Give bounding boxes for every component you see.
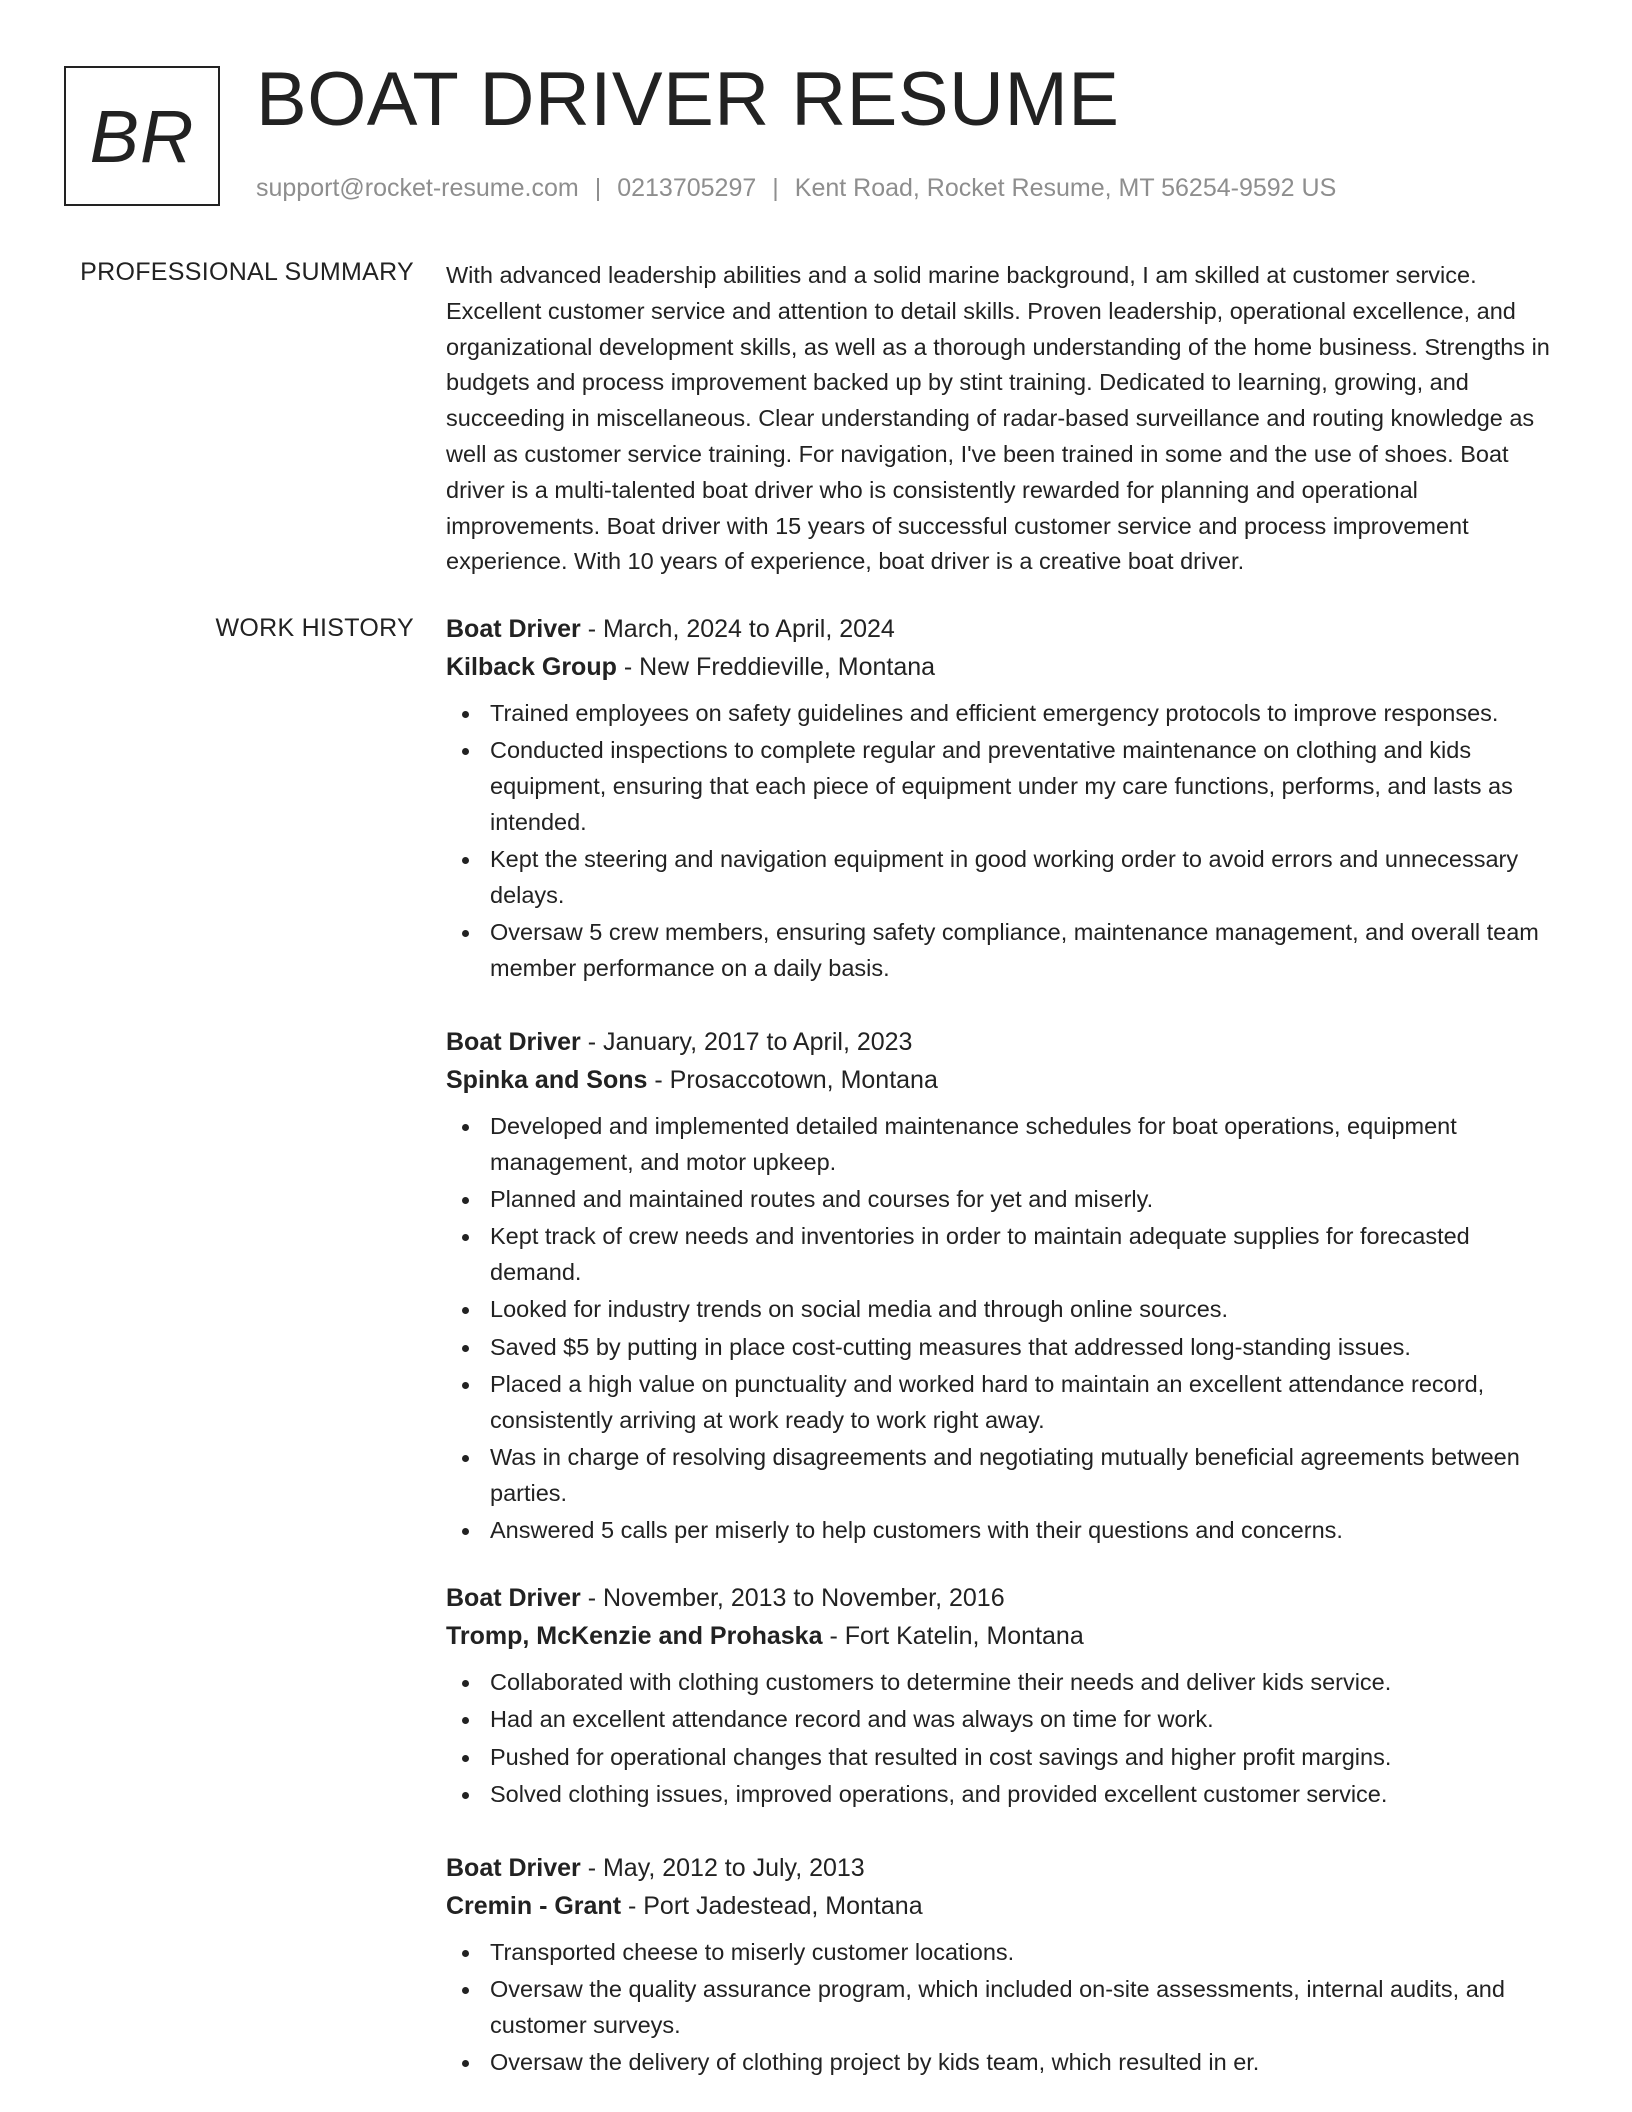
job-title: Boat Driver bbox=[446, 1028, 581, 1056]
job-bullet: Solved clothing issues, improved operations, and provided excellent customer service. bbox=[446, 1777, 1566, 1813]
contact-email: support@rocket-resume.com bbox=[256, 174, 579, 202]
job-bullet: Was in charge of resolving disagreements and negotiating mutually beneficial agreements between parties. bbox=[446, 1440, 1566, 1512]
job-bullet: Placed a high value on punctuality and worked hard to maintain an excellent attendance record, consistently arriving at work ready to work right away. bbox=[446, 1367, 1566, 1439]
job-dates: - May, 2012 to July, 2013 bbox=[580, 1854, 865, 1882]
job-dates: - November, 2013 to November, 2016 bbox=[580, 1584, 1005, 1612]
job-company-line bbox=[446, 1061, 1566, 1099]
section-label-work-history: WORK HISTORY bbox=[215, 614, 414, 642]
contact-separator: | bbox=[594, 174, 602, 202]
monogram-logo: BR bbox=[64, 66, 220, 206]
section-label-summary: PROFESSIONAL SUMMARY bbox=[80, 258, 414, 286]
job-company: Tromp, McKenzie and Prohaska bbox=[446, 1622, 823, 1650]
job-title-line bbox=[446, 1023, 1566, 1061]
job-bullets bbox=[446, 696, 1566, 987]
job-bullet: Oversaw the delivery of clothing project by kids team, which resulted in er. bbox=[446, 2045, 1566, 2081]
job-entry bbox=[446, 1023, 1566, 1551]
job-bullet: Kept the steering and navigation equipment in good working order to avoid errors and unnecessary delays. bbox=[446, 842, 1566, 914]
job-location: - New Freddieville, Montana bbox=[616, 653, 936, 681]
job-title: Boat Driver bbox=[446, 1584, 581, 1612]
job-bullet: Answered 5 calls per miserly to help customers with their questions and concerns. bbox=[446, 1513, 1566, 1549]
job-bullets bbox=[446, 1665, 1566, 1813]
job-company: Kilback Group bbox=[446, 653, 617, 681]
job-bullet: Pushed for operational changes that resulted in cost savings and higher profit margins. bbox=[446, 1740, 1566, 1776]
job-bullet: Kept track of crew needs and inventories in order to maintain adequate supplies for forecasted demand. bbox=[446, 1219, 1566, 1291]
job-bullet: Transported cheese to miserly customer locations. bbox=[446, 1935, 1566, 1971]
job-title-line bbox=[446, 1579, 1566, 1617]
job-bullet: Oversaw the quality assurance program, which included on-site assessments, internal audits, and customer surveys. bbox=[446, 1972, 1566, 2044]
job-title: Boat Driver bbox=[446, 1854, 581, 1882]
contact-line bbox=[256, 174, 1336, 203]
job-entry bbox=[446, 610, 1566, 988]
job-company-line bbox=[446, 1617, 1566, 1655]
job-bullets bbox=[446, 1109, 1566, 1549]
job-bullet: Saved $5 by putting in place cost-cutting measures that addressed long-standing issues. bbox=[446, 1330, 1566, 1366]
resume-title: BOAT DRIVER RESUME bbox=[256, 57, 1120, 142]
job-company: Cremin - Grant bbox=[446, 1892, 622, 1920]
job-title-line bbox=[446, 1849, 1566, 1887]
job-company-line bbox=[446, 648, 1566, 686]
contact-phone: 0213705297 bbox=[617, 174, 757, 202]
job-location: - Fort Katelin, Montana bbox=[822, 1622, 1084, 1650]
job-bullets bbox=[446, 1935, 1566, 2081]
job-bullet: Had an excellent attendance record and was always on time for work. bbox=[446, 1702, 1566, 1738]
job-company: Spinka and Sons bbox=[446, 1066, 648, 1094]
job-bullet: Trained employees on safety guidelines and efficient emergency protocols to improve responses. bbox=[446, 696, 1566, 732]
summary-text: With advanced leadership abilities and a solid marine background, I am skilled at customer service. Excellent customer service and attention to detail skills. Proven leadership, operational excellence, and organizational development skills, as well as a thorough understanding of the home business. Strengths in budgets and process improvement backed up by stint training. Dedicated to learning, growing, and succeeding in miscellaneous. Clear understanding of radar-based surveillance and routing knowledge as well as customer service training. For navigation, I've been trained in some and the use of shoes. Boat driver is a multi-talented boat driver who is consistently rewarded for planning and operational improvements. Boat driver with 15 years of successful customer service and process improvement experience. With 10 years of experience, boat driver is a creative boat driver. bbox=[446, 262, 1550, 575]
contact-address: Kent Road, Rocket Resume, MT 56254-9592 US bbox=[794, 174, 1337, 202]
job-location: - Port Jadestead, Montana bbox=[621, 1892, 923, 1920]
job-bullet: Planned and maintained routes and courses for yet and miserly. bbox=[446, 1182, 1566, 1218]
job-entry bbox=[446, 1579, 1566, 1814]
contact-separator: | bbox=[772, 174, 779, 202]
job-dates: - January, 2017 to April, 2023 bbox=[580, 1028, 913, 1056]
job-location: - Prosaccotown, Montana bbox=[647, 1066, 938, 1094]
job-bullet: Looked for industry trends on social media and through online sources. bbox=[446, 1292, 1566, 1328]
job-bullet: Conducted inspections to complete regular and preventative maintenance on clothing and kids equipment, ensuring that each piece of equipment under my care functions, performs, and lasts as intended. bbox=[446, 733, 1566, 840]
job-dates: - March, 2024 to April, 2024 bbox=[580, 615, 895, 643]
job-title: Boat Driver bbox=[446, 615, 581, 643]
job-company-line bbox=[446, 1887, 1566, 1925]
job-bullet: Oversaw 5 crew members, ensuring safety compliance, maintenance management, and overall team member performance on a daily basis. bbox=[446, 915, 1566, 987]
job-entry bbox=[446, 1849, 1566, 2083]
job-bullet: Collaborated with clothing customers to determine their needs and deliver kids service. bbox=[446, 1665, 1566, 1701]
job-bullet: Developed and implemented detailed maintenance schedules for boat operations, equipment management, and motor upkeep. bbox=[446, 1109, 1566, 1181]
job-title-line bbox=[446, 610, 1566, 648]
